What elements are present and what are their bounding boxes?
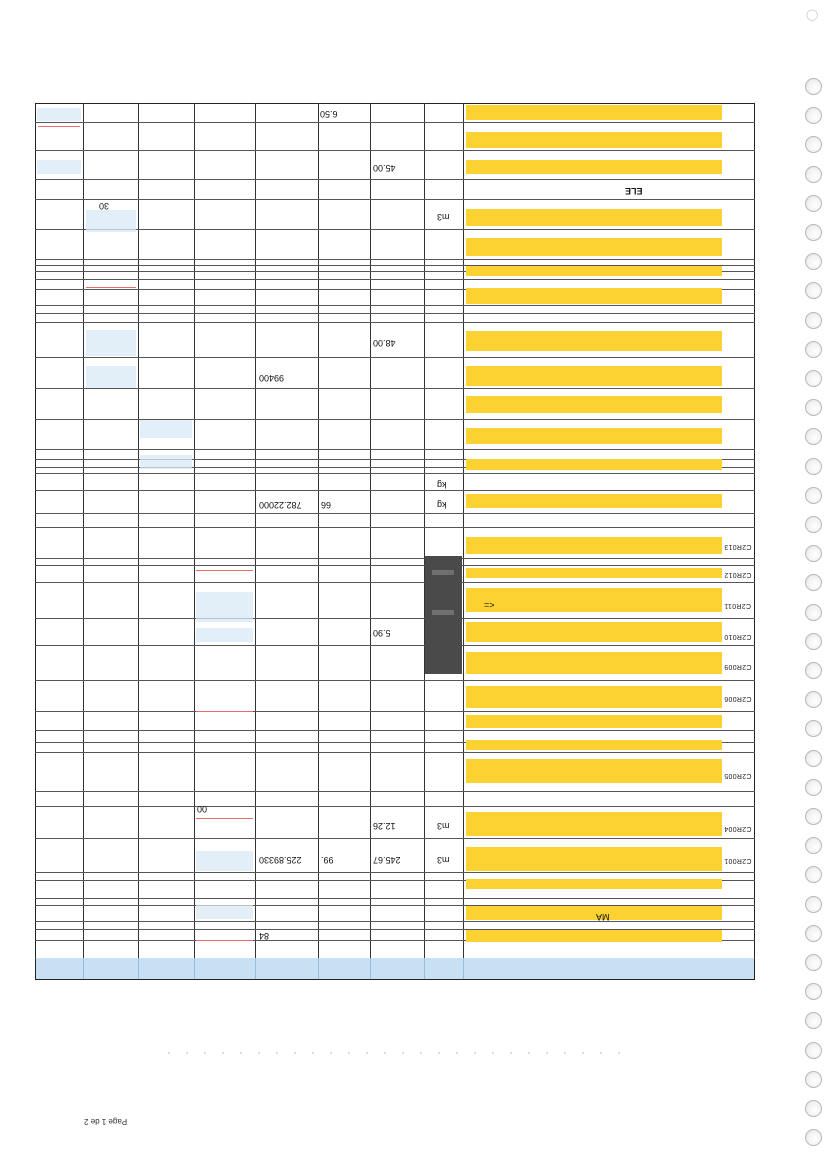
- description-highlight: [466, 812, 722, 836]
- value-cell: 30: [99, 201, 110, 211]
- value-cell: 99400: [259, 373, 285, 383]
- row-divider: [35, 473, 755, 474]
- description-highlight: [466, 132, 722, 148]
- unit-cell: m3: [437, 212, 450, 222]
- description-highlight: [466, 459, 722, 470]
- faint-cell: [86, 210, 136, 232]
- value-cell: 48.00: [373, 338, 396, 348]
- text-fragment: MA: [596, 912, 610, 922]
- binder-ring: [805, 399, 822, 416]
- binder-ring: [805, 604, 822, 621]
- row-divider: [35, 680, 755, 681]
- row-divider: [35, 921, 755, 922]
- binder-ring: [805, 866, 822, 883]
- description-highlight: [466, 847, 722, 871]
- binder-ring: [805, 1129, 822, 1146]
- row-divider: [35, 558, 755, 559]
- article-code: C2R006: [724, 695, 752, 702]
- binder-ring: [805, 136, 822, 153]
- corner-punch-icon: ◯: [806, 9, 819, 21]
- article-code: C2R013: [724, 543, 752, 550]
- row-divider: [35, 645, 755, 646]
- value-cell: 245.67: [373, 855, 401, 865]
- header-divider: [83, 958, 84, 979]
- row-divider: [35, 806, 755, 807]
- binder-ring: [805, 633, 822, 650]
- value-cell: 66: [321, 500, 332, 510]
- article-code: C2R011: [724, 602, 751, 609]
- faint-cell: [196, 592, 253, 622]
- row-divider: [35, 322, 755, 323]
- row-divider: [35, 313, 755, 314]
- red-mark: [196, 570, 253, 571]
- row-divider: [35, 279, 755, 280]
- binder-ring: [805, 312, 822, 329]
- header-divider: [424, 958, 425, 979]
- header-divider: [463, 958, 464, 979]
- header-divider: [318, 958, 319, 979]
- faint-cell: [196, 905, 253, 919]
- binder-ring: [805, 662, 822, 679]
- binder-ring: [805, 166, 822, 183]
- unit-cell: m3: [437, 855, 450, 865]
- column-divider: [255, 103, 256, 980]
- header-divider: [138, 958, 139, 979]
- redacted-detail: [432, 610, 454, 615]
- article-code: C2R012: [724, 571, 752, 578]
- value-cell: 6.50: [320, 109, 338, 119]
- faint-cell: [196, 851, 253, 871]
- description-highlight: [466, 759, 722, 783]
- description-highlight: [466, 238, 722, 256]
- description-highlight: [466, 494, 722, 508]
- binder-ring: [805, 370, 822, 387]
- description-highlight: [466, 686, 722, 708]
- red-mark: [38, 126, 80, 127]
- header-divider: [194, 958, 195, 979]
- binder-ring: [805, 1071, 822, 1088]
- binder-ring: [805, 691, 822, 708]
- binder-ring: [805, 1012, 822, 1029]
- binder-ring: [805, 516, 822, 533]
- binder-ring: [805, 282, 822, 299]
- description-highlight: [466, 930, 722, 942]
- section-fragment: ELE: [625, 186, 643, 196]
- row-divider: [35, 449, 755, 450]
- article-code: C2R005: [724, 772, 752, 779]
- description-highlight: [466, 906, 722, 920]
- description-highlight: [466, 622, 722, 642]
- binder-ring: [805, 224, 822, 241]
- row-divider: [35, 527, 755, 528]
- description-highlight: [466, 366, 722, 386]
- binder-ring: [805, 954, 822, 971]
- red-mark: [196, 711, 253, 712]
- article-code: C2R001: [724, 857, 752, 864]
- binder-ring: [805, 1100, 822, 1117]
- text-fragment: <=: [484, 600, 495, 610]
- description-highlight: [466, 331, 722, 351]
- binder-ring: [805, 750, 822, 767]
- value-cell: 45.00: [373, 163, 396, 173]
- value-cell: 225.89330: [259, 855, 302, 865]
- description-highlight: [466, 288, 722, 304]
- row-divider: [35, 898, 755, 899]
- binder-ring: [805, 720, 822, 737]
- value-cell: 00: [197, 804, 208, 814]
- article-code: C2R004: [724, 825, 752, 832]
- row-divider: [35, 752, 755, 753]
- binder-ring: [805, 1042, 822, 1059]
- binder-ring: [805, 574, 822, 591]
- row-divider: [35, 711, 755, 712]
- faint-cell: [86, 330, 136, 356]
- description-highlight: [466, 396, 722, 413]
- table-header-band: [36, 958, 754, 979]
- binder-ring: [805, 487, 822, 504]
- column-divider: [138, 103, 139, 980]
- column-divider: [194, 103, 195, 980]
- row-divider: [35, 122, 755, 123]
- unit-cell: kg: [437, 480, 447, 490]
- unit-cell: m3: [437, 821, 450, 831]
- unit-cell: kg: [437, 500, 447, 510]
- binder-ring: [805, 983, 822, 1000]
- redacted-detail: [432, 570, 454, 575]
- column-divider: [83, 103, 84, 980]
- column-divider: [424, 103, 425, 980]
- row-divider: [35, 791, 755, 792]
- binder-ring: [805, 779, 822, 796]
- header-divider: [370, 958, 371, 979]
- row-divider: [35, 259, 755, 260]
- dotted-leader: [160, 1051, 620, 1055]
- value-cell: 99.: [321, 855, 334, 865]
- article-code: C2R009: [724, 663, 752, 670]
- row-divider: [35, 490, 755, 491]
- faint-cell: [140, 455, 192, 469]
- row-divider: [35, 388, 755, 389]
- description-highlight: [466, 537, 722, 554]
- description-highlight: [466, 428, 722, 444]
- description-highlight: [466, 652, 722, 674]
- binder-ring: [805, 428, 822, 445]
- binder-ring: [805, 896, 822, 913]
- row-divider: [35, 150, 755, 151]
- description-highlight: [466, 715, 722, 728]
- faint-cell: [140, 420, 192, 438]
- faint-cell: [196, 628, 253, 642]
- description-highlight: [466, 105, 722, 120]
- row-divider: [35, 179, 755, 180]
- binder-ring: [805, 195, 822, 212]
- binder-ring: [805, 808, 822, 825]
- row-divider: [35, 618, 755, 619]
- faint-cell: [86, 366, 136, 388]
- row-divider: [35, 357, 755, 358]
- red-mark: [196, 818, 253, 819]
- page-number: Page 1 de 2: [84, 1117, 128, 1126]
- binder-ring: [805, 925, 822, 942]
- description-highlight: [466, 740, 722, 750]
- binder-ring: [805, 78, 822, 95]
- description-highlight: [466, 879, 722, 889]
- binder-ring: [805, 545, 822, 562]
- binder-ring: [805, 458, 822, 475]
- binder-ring: [805, 107, 822, 124]
- binder-ring: [805, 837, 822, 854]
- row-divider: [35, 199, 755, 200]
- value-cell: 782.22000: [259, 500, 302, 510]
- description-highlight: [466, 568, 722, 578]
- red-mark: [196, 940, 253, 941]
- header-divider: [255, 958, 256, 979]
- description-highlight: [466, 160, 722, 174]
- value-cell: 84: [259, 931, 270, 941]
- description-highlight: [466, 588, 722, 612]
- binder-ring: [805, 341, 822, 358]
- row-divider: [35, 730, 755, 731]
- row-divider: [35, 838, 755, 839]
- description-highlight: [466, 266, 722, 276]
- value-cell: 5.90: [373, 628, 391, 638]
- row-divider: [35, 872, 755, 873]
- row-divider: [35, 513, 755, 514]
- binder-ring: [805, 253, 822, 270]
- row-divider: [35, 582, 755, 583]
- faint-cell: [37, 108, 81, 121]
- description-highlight: [466, 209, 722, 226]
- article-code: C2R010: [724, 633, 752, 640]
- row-divider: [35, 565, 755, 566]
- row-divider: [35, 229, 755, 230]
- column-divider: [318, 103, 319, 980]
- column-divider: [370, 103, 371, 980]
- red-mark: [86, 287, 136, 288]
- faint-cell: [37, 160, 81, 174]
- row-divider: [35, 305, 755, 306]
- value-cell: 12.26: [373, 821, 396, 831]
- column-divider: [463, 103, 464, 980]
